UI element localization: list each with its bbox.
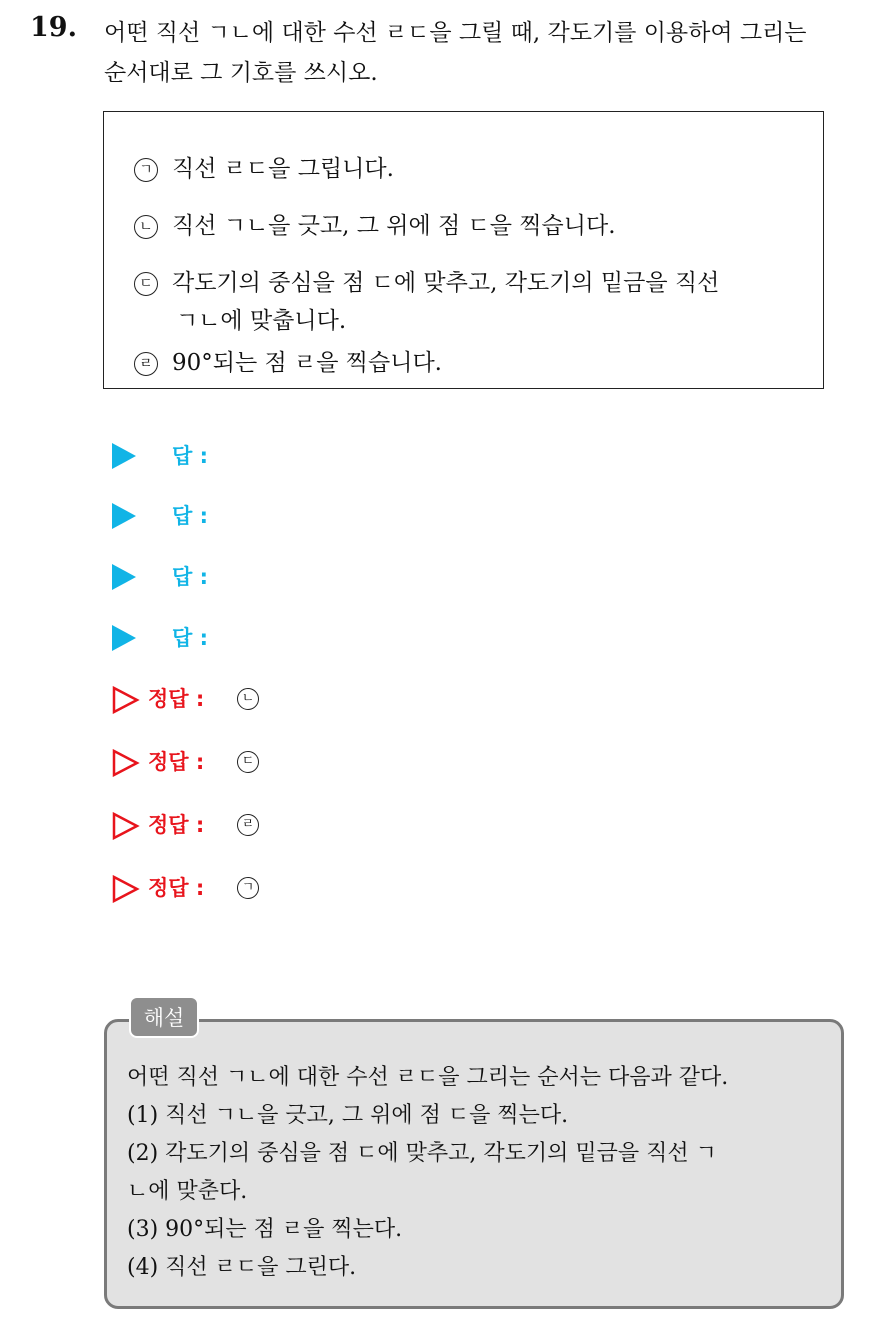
explanation-tag: 해설 <box>129 996 199 1038</box>
option-mark-1: ㄱ <box>134 158 158 182</box>
answer-label: 답 : <box>172 626 208 650</box>
option-mark-4: ㄹ <box>134 352 158 376</box>
option-text-4: 90°되는 점 ㄹ을 찍습니다. <box>172 350 442 376</box>
explanation-line-5: (3) 90°되는 점 ㄹ을 찍는다. <box>127 1217 403 1242</box>
option-1 <box>134 150 394 183</box>
outline-triangle-icon <box>112 875 140 903</box>
correct-answer-value: ㄹ <box>237 814 259 836</box>
answer-label: 답 : <box>172 504 208 528</box>
correct-answer-label: 정답 : <box>148 687 205 711</box>
answer-label: 답 : <box>172 444 208 468</box>
explanation-line-2: (1) 직선 ㄱㄴ을 긋고, 그 위에 점 ㄷ을 찍는다. <box>127 1103 569 1128</box>
explanation-line-6: (4) 직선 ㄹㄷ을 그린다. <box>127 1255 357 1280</box>
answer-label: 답 : <box>172 565 208 589</box>
option-text-3-continued: ㄱㄴ에 맞춥니다. <box>176 308 347 334</box>
question-number: 19. <box>30 12 77 43</box>
option-mark-2: ㄴ <box>134 215 158 239</box>
options-box <box>103 111 824 389</box>
option-3 <box>134 264 719 297</box>
option-text-2: 직선 ㄱㄴ을 긋고, 그 위에 점 ㄷ을 찍습니다. <box>172 213 616 239</box>
explanation-panel <box>104 1019 844 1309</box>
correct-answer-label: 정답 : <box>148 876 205 900</box>
explanation-line-4: ㄴ에 맞춘다. <box>127 1179 248 1204</box>
option-4 <box>134 344 442 377</box>
correct-answer-value: ㄴ <box>237 688 259 710</box>
correct-answer-label: 정답 : <box>148 813 205 837</box>
triangle-bullet-icon <box>112 625 136 651</box>
triangle-bullet-icon <box>112 503 136 529</box>
question-text-line-2: 순서대로 그 기호를 쓰시오. <box>104 60 378 86</box>
correct-answer-value: ㄷ <box>237 751 259 773</box>
outline-triangle-icon <box>112 686 140 714</box>
correct-answer-label: 정답 : <box>148 750 205 774</box>
explanation-line-3: (2) 각도기의 중심을 점 ㄷ에 맞추고, 각도기의 밑금을 직선 ㄱ <box>127 1141 717 1166</box>
option-2 <box>134 207 616 240</box>
option-text-1: 직선 ㄹㄷ을 그립니다. <box>172 156 394 182</box>
correct-answer-value: ㄱ <box>237 877 259 899</box>
triangle-bullet-icon <box>112 443 136 469</box>
outline-triangle-icon <box>112 812 140 840</box>
question-text-line-1: 어떤 직선 ㄱㄴ에 대한 수선 ㄹㄷ을 그릴 때, 각도기를 이용하여 그리는 <box>104 20 807 46</box>
explanation-line-1: 어떤 직선 ㄱㄴ에 대한 수선 ㄹㄷ을 그리는 순서는 다음과 같다. <box>127 1065 729 1090</box>
option-text-3: 각도기의 중심을 점 ㄷ에 맞추고, 각도기의 밑금을 직선 <box>172 270 720 296</box>
triangle-bullet-icon <box>112 564 136 590</box>
option-mark-3: ㄷ <box>134 272 158 296</box>
outline-triangle-icon <box>112 749 140 777</box>
